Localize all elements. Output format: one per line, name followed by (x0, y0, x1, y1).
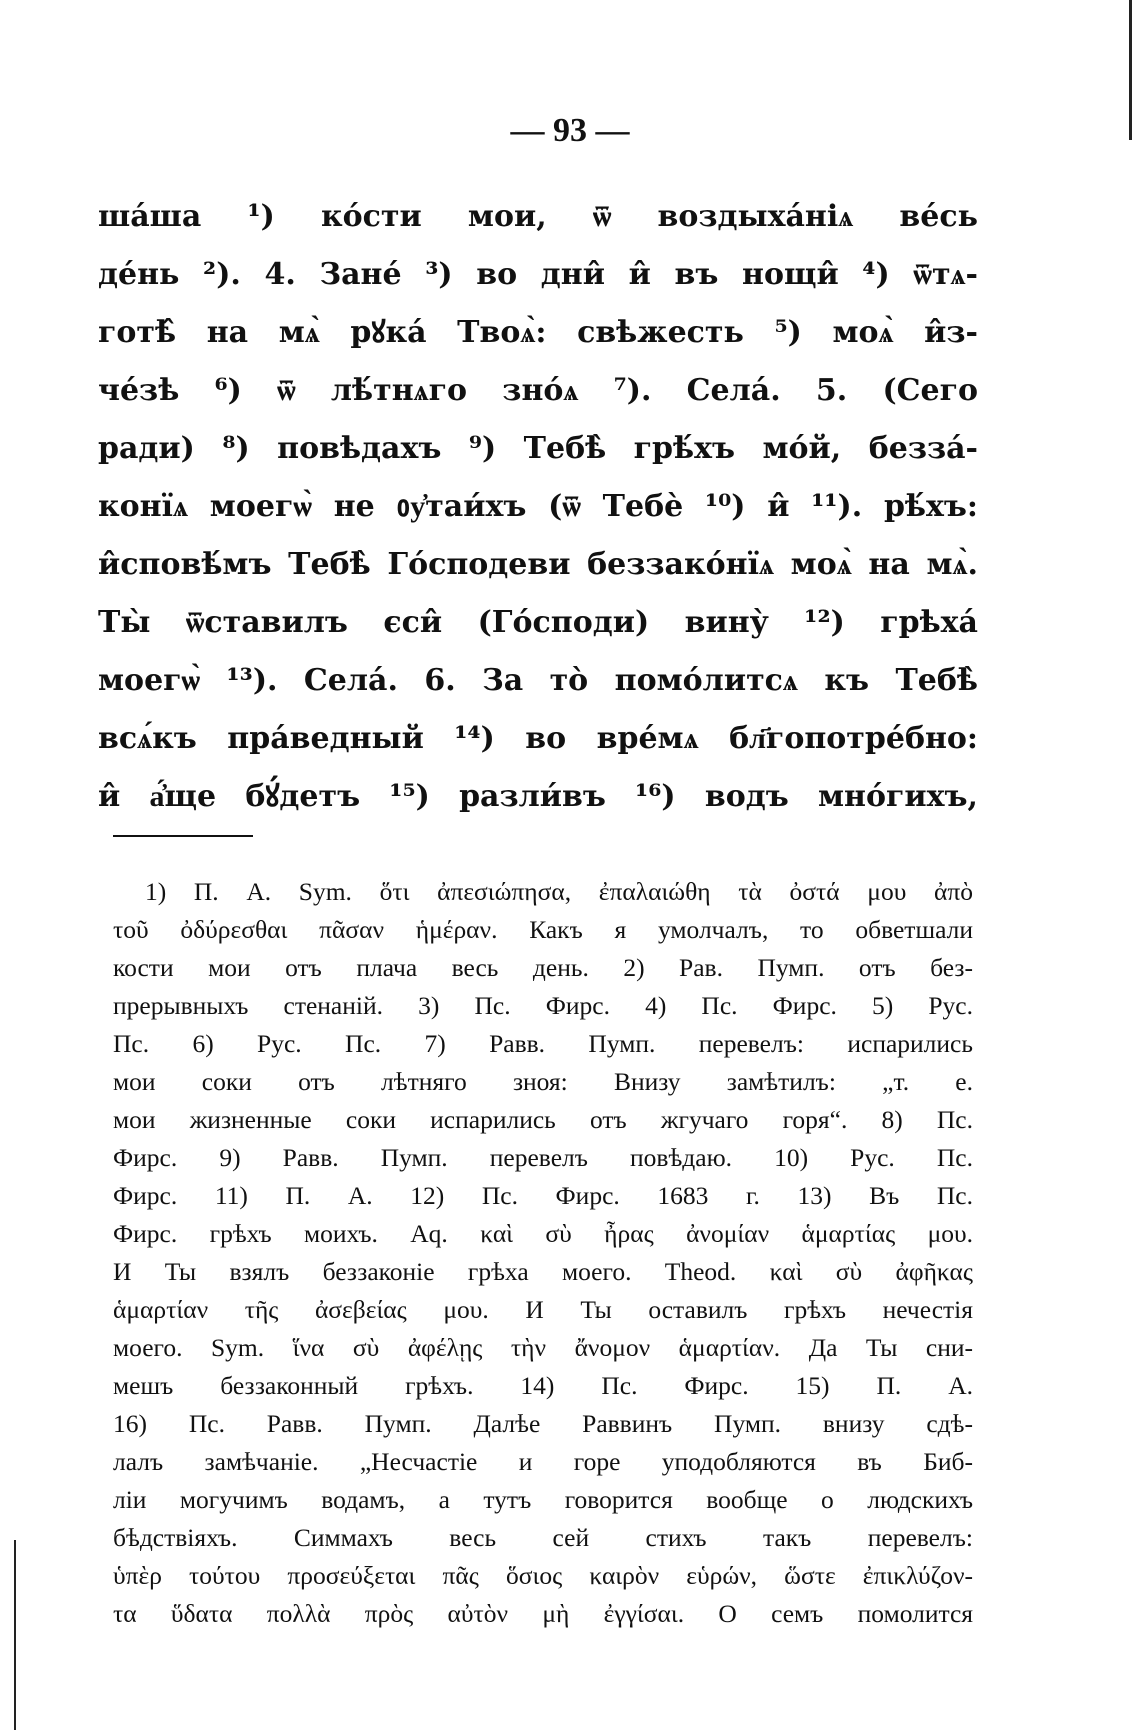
footnote-line: Пс. 6) Рус. Пс. 7) Равв. Пумп. перевелъ: испарились (113, 1029, 973, 1058)
footnote-line: ліи могучимъ водамъ, а тутъ говорится вообще о людскихъ (113, 1485, 973, 1514)
footnote-line: 1) П. А. Sym. ὅτι ἀπεσιώπησα, ἐπαλαιώθη τὰ ὀστά μου ἀπὸ (145, 877, 973, 906)
main-text-line: конїѧ моегѡ̀ не ᲂу҆таи́хъ (ѿ Тебѐ ¹⁰) и̂ ¹¹). рѣ́хъ: (98, 489, 978, 524)
footnote-line: моего. Sym. ἵνα σὺ ἀφέλῃς τὴν ἄνομον ἁμαρτίαν. Да Ты сни- (113, 1333, 973, 1362)
main-text-line: Ты̀ ѿставилъ єси̂ (Гóсподи) вину̀ ¹²) грѣхá (98, 605, 978, 640)
main-text (98, 188, 978, 826)
footnote-line: прерывныхъ стенаній. 3) Пс. Фирс. 4) Пс. Фирс. 5) Рус. (113, 991, 973, 1020)
main-text-line: всѧ́къ прáведный ¹⁴) во врéмѧ бл҃гопотрéбно: (98, 721, 978, 756)
scan-edge-left (14, 1540, 16, 1730)
footnote-line: Фирс. 11) П. А. 12) Пс. Фирс. 1683 г. 13) Въ Пс. (113, 1181, 973, 1210)
footnote-line: ἁμαρτίαν τῆς ἀσεβείας μου. И Ты оставилъ грѣхъ нечестія (113, 1295, 973, 1324)
page-number: — 93 — (510, 112, 630, 149)
main-text-line: и̂сповѣ́мъ Тебѣ̀ Гóсподеви беззакóнїѧ моѧ̀ на мѧ̀. (98, 547, 978, 582)
scan-edge-right (1129, 0, 1132, 140)
main-text-line: и̂ а҆́ще бꙋ́детъ ¹⁵) разли́въ ¹⁶) водъ мнóгихъ, (98, 779, 978, 814)
footnote-line: мои жизненные соки испарились отъ жгучаго горя“. 8) Пс. (113, 1105, 973, 1134)
footnote-line: Фирс. 9) Равв. Пумп. перевелъ повѣдаю. 10) Рус. Пс. (113, 1143, 973, 1172)
footnote-line: бѣдствіяхъ. Симмахъ весь сей стихъ такъ перевелъ: (113, 1523, 973, 1552)
footnote-line: кости мои отъ плача весь день. 2) Рав. Пумп. отъ без- (113, 953, 973, 982)
footnote-line: лалъ замѣчаніе. „Несчастіе и горе уподобляются въ Биб- (113, 1447, 973, 1476)
main-text-line: готѣ̂ на мѧ̀ рꙋкá Твоѧ̀: свѣжесть ⁵) моѧ̀ и̂з- (98, 315, 978, 350)
footnote-line: τα ὕδατα πολλὰ πρὸς αὐτὸν μὴ ἐγγίσαι. О семъ помолится (113, 1599, 973, 1628)
main-text-line: дéнь ²). 4. Занé ³) во дни̂ и̂ въ нощи̂ ⁴) ѿтѧ- (98, 257, 978, 292)
footnote-line: Фирс. грѣхъ моихъ. Aq. καὶ σὺ ἦρας ἀνομίαν ἁμαρτίας μου. (113, 1219, 973, 1248)
footnote-line: И Ты взялъ беззаконіе грѣха моего. Theod. καὶ σὺ ἀφῆκας (113, 1257, 973, 1286)
main-text-line: ради) ⁸) повѣдахъ ⁹) Тебѣ̀ грѣ́хъ мóй, беззá- (98, 431, 978, 466)
footnote-line: τοῦ ὀδύρεσθαι πᾶσαν ἡμέραν. Какъ я умолчалъ, то обветшали (113, 915, 973, 944)
footnote-line: 16) Пс. Равв. Пумп. Далѣе Раввинъ Пумп. внизу сдѣ- (113, 1409, 973, 1438)
main-text-line: моегѡ̀ ¹³). Селá. 6. За тò помóлитсѧ къ Тебѣ̀ (98, 663, 978, 698)
footnote-separator-rule (113, 835, 253, 837)
main-text-line: чéзѣ ⁶) ѿ лѣ́тнѧго знóѧ ⁷). Селá. 5. (Сего (98, 373, 978, 408)
main-text-line: шáша ¹) кóсти мои, ѿ воздыхáніѧ вéсь (98, 199, 978, 234)
footnote-line: мешъ беззаконный грѣхъ. 14) Пс. Фирс. 15) П. А. (113, 1371, 973, 1400)
footnotes (113, 873, 973, 1633)
footnote-line: ὑπὲρ τούτου προσεύξεται πᾶς ὅσιος καιρὸν εὑρών, ὥστε ἐπικλύζον- (113, 1561, 973, 1590)
footnote-line: мои соки отъ лѣтняго зноя: Внизу замѣтилъ: „т. е. (113, 1067, 973, 1096)
